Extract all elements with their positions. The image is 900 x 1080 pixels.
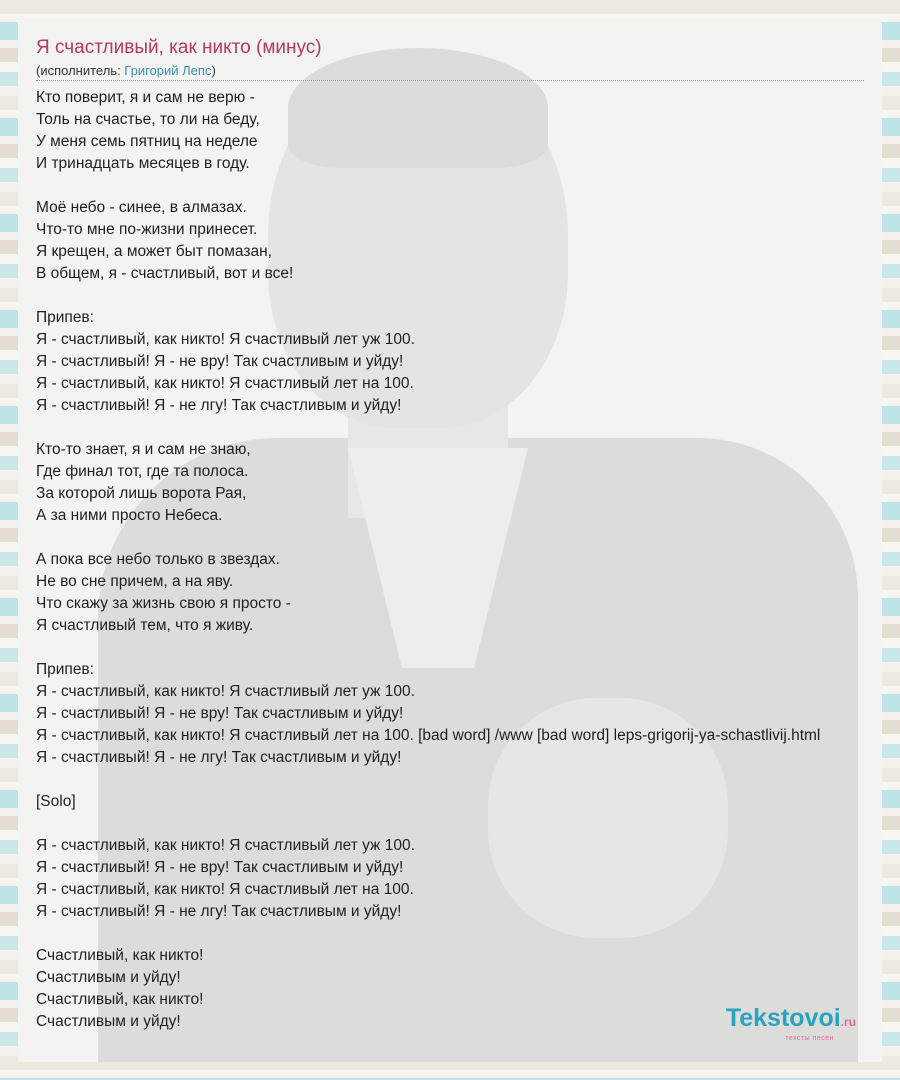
logo-name: Tekstovoi xyxy=(725,1004,841,1032)
lyric-line: Я - счастливый, как никто! Я счастливый лет на 100. xyxy=(36,375,414,392)
lyric-line: Я крещен, а может быт помазан, xyxy=(36,243,272,260)
artist-line xyxy=(36,63,216,78)
lyric-line: Я - счастливый! Я - не вру! Так счастливым и уйду! xyxy=(36,859,404,876)
lyric-line: Счастливым и уйду! xyxy=(36,1013,181,1030)
lyric-line: Припев: xyxy=(36,309,94,326)
lyric-line: Не во сне причем, а на яву. xyxy=(36,573,234,590)
lyric-line: Я - счастливый! Я - не лгу! Так счастливым и уйду! xyxy=(36,749,402,766)
lyrics-text xyxy=(36,87,882,1033)
lyric-line: Я - счастливый! Я - не лгу! Так счастливым и уйду! xyxy=(36,903,402,920)
lyric-blank-line xyxy=(36,769,882,791)
lyric-line: Я - счастливый, как никто! Я счастливый лет уж 100. xyxy=(36,683,415,700)
lyric-line: Счастливым и уйду! xyxy=(36,969,181,986)
lyric-line: А пока все небо только в звездах. xyxy=(36,551,280,568)
lyric-line: У меня семь пятниц на неделе xyxy=(36,133,258,150)
song-title: Я счастливый, как никто (минус) xyxy=(36,37,322,58)
site-logo[interactable] xyxy=(726,1005,856,1042)
lyric-line: Счастливый, как никто! xyxy=(36,947,204,964)
lyric-line: А за ними просто Небеса. xyxy=(36,507,223,524)
lyric-line: Что-то мне по-жизни принесет. xyxy=(36,221,258,238)
lyric-line: Кто-то знает, я и сам не знаю, xyxy=(36,441,251,458)
artist-link[interactable]: Григорий Лепс xyxy=(124,63,212,78)
lyric-line: Я - счастливый, как никто! Я счастливый лет на 100. [bad word] /www [bad word] leps-grigorij-ya-schastlivij.html xyxy=(36,727,821,744)
lyric-line: Я - счастливый, как никто! Я счастливый лет на 100. xyxy=(36,881,414,898)
lyric-line: Толь на счастье, то ли на беду, xyxy=(36,111,260,128)
lyric-blank-line xyxy=(36,285,882,307)
lyric-line: Счастливый, как никто! xyxy=(36,991,204,1008)
lyric-line: Припев: xyxy=(36,661,94,678)
lyric-blank-line xyxy=(36,175,882,197)
lyric-blank-line xyxy=(36,417,882,439)
lyric-line: Я - счастливый! Я - не лгу! Так счастливым и уйду! xyxy=(36,397,402,414)
lyric-blank-line xyxy=(36,813,882,835)
logo-tagline: тексты песен xyxy=(785,1035,834,1042)
lyric-line: Я - счастливый! Я - не вру! Так счастливым и уйду! xyxy=(36,705,404,722)
lyric-line: В общем, я - счастливый, вот и все! xyxy=(36,265,294,282)
lyrics-card xyxy=(18,18,882,1062)
artist-prefix: (исполнитель: xyxy=(36,63,125,78)
lyric-blank-line xyxy=(36,637,882,659)
lyric-line: Я счастливый тем, что я живу. xyxy=(36,617,254,634)
lyric-blank-line xyxy=(36,527,882,549)
lyric-line: [Solo] xyxy=(36,793,76,810)
title-separator xyxy=(36,80,864,81)
lyric-line: И тринадцать месяцев в году. xyxy=(36,155,250,172)
logo-tld: .ru xyxy=(840,1015,856,1029)
lyric-line: Моё небо - синее, в алмазах. xyxy=(36,199,247,216)
logo-wordmark xyxy=(726,1005,856,1035)
lyric-line: Я - счастливый! Я - не вру! Так счастливым и уйду! xyxy=(36,353,404,370)
lyric-blank-line xyxy=(36,923,882,945)
lyric-line: Я - счастливый, как никто! Я счастливый лет уж 100. xyxy=(36,331,415,348)
lyric-line: Я - счастливый, как никто! Я счастливый лет уж 100. xyxy=(36,837,415,854)
lyric-line: Где финал тот, где та полоса. xyxy=(36,463,249,480)
artist-suffix: ) xyxy=(211,63,216,78)
lyric-line: Что скажу за жизнь свою я просто - xyxy=(36,595,291,612)
lyric-line: За которой лишь ворота Рая, xyxy=(36,485,247,502)
lyric-line: Кто поверит, я и сам не верю - xyxy=(36,89,255,106)
